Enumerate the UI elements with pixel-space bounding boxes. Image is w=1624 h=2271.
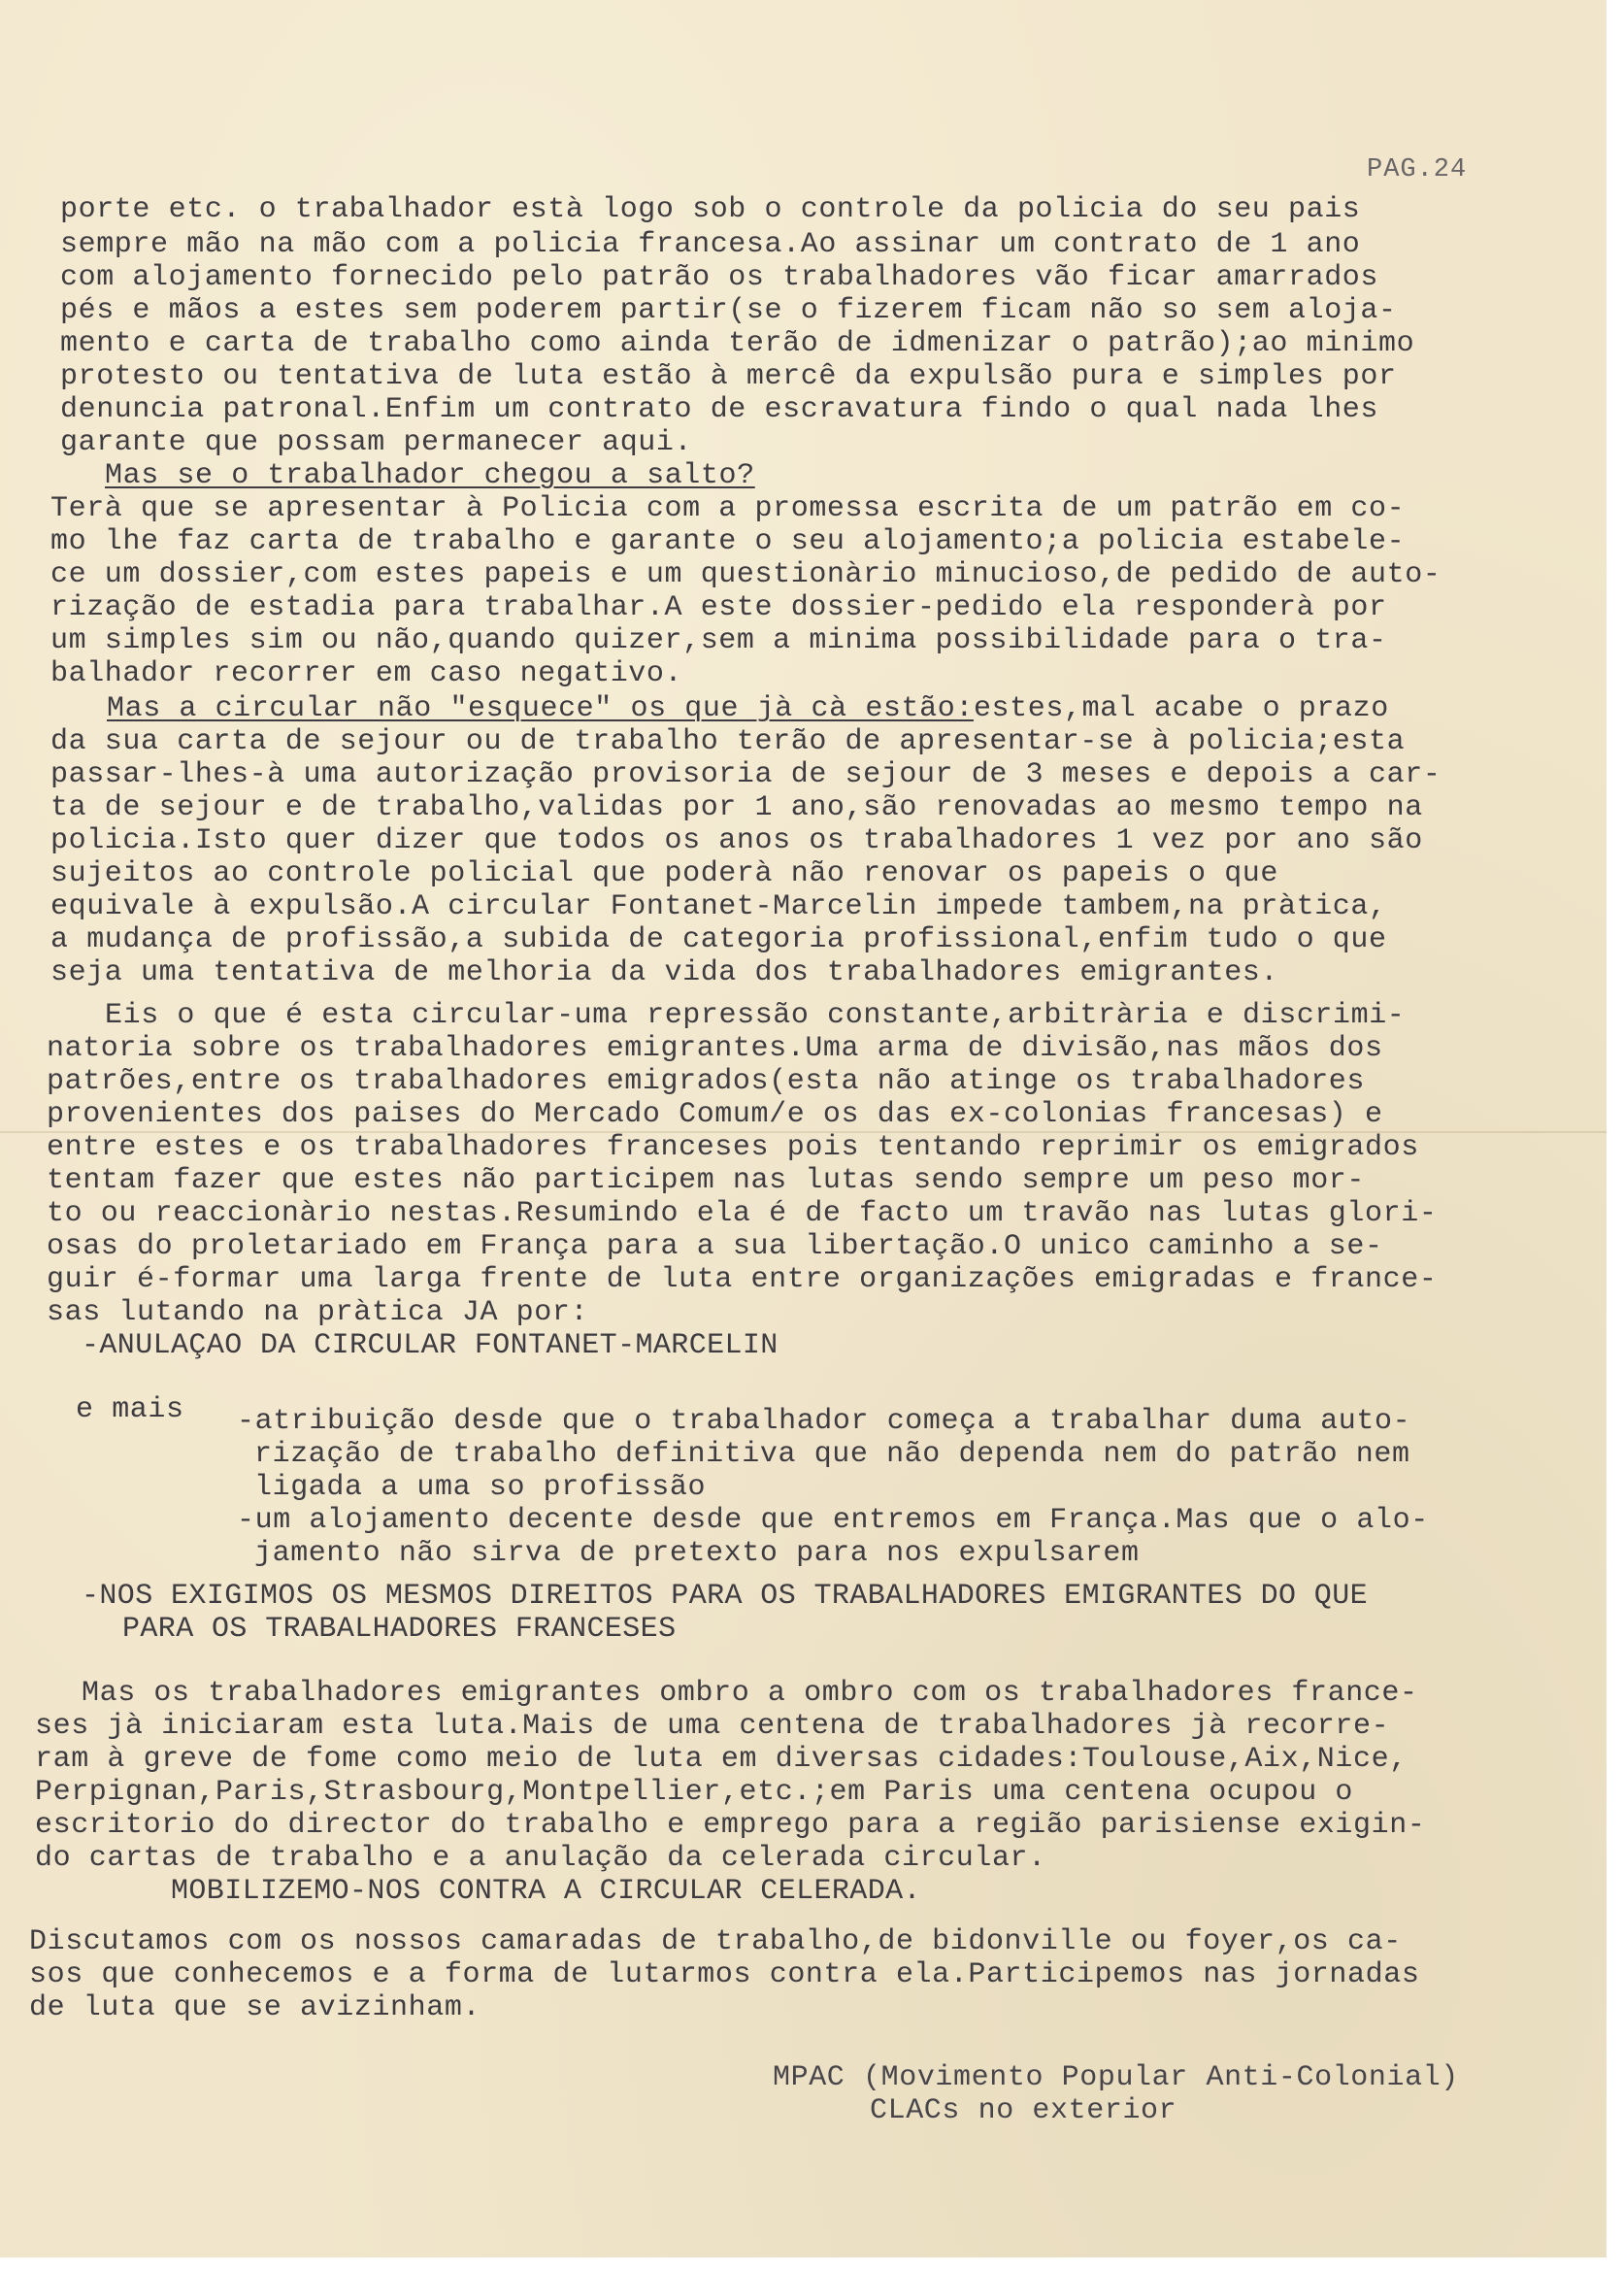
text-line: sempre mão na mão com a policia francesa.Ao assinar um contrato de 1 ano (60, 228, 1361, 261)
demand-heading: -ANULAÇAO DA CIRCULAR FONTANET-MARCELIN (82, 1329, 779, 1362)
list-item: -um alojamento decente desde que entremos em França.Mas que o alo- (237, 1504, 1429, 1537)
text-line: passar-lhes-à uma autorização provisoria de sejour de 3 meses e depois a car- (50, 758, 1442, 791)
page-number: PAG.24 (1367, 155, 1468, 184)
scan-border-bottom (0, 2257, 1624, 2271)
text-line: tentam fazer que estes não participem nas lutas sendo sempre um peso mor- (47, 1164, 1366, 1197)
text-line: ce um dossier,com estes papeis e um questionàrio minucioso,de pedido de auto- (50, 558, 1442, 591)
text-line: mo lhe faz carta de trabalho e garante o seu alojamento;a policia estabele- (50, 525, 1406, 558)
text-line: provenientes dos paises do Mercado Comum/e os das ex-colonias francesas) e (47, 1098, 1383, 1131)
text-line: pés e mãos a estes sem poderem partir(se o fizerem ficam não so sem aloja- (60, 294, 1397, 327)
list-lead: e mais (76, 1393, 184, 1426)
demand-statement: -NOS EXIGIMOS OS MESMOS DIREITOS PARA OS TRABALHADORES EMIGRANTES DO QUE (82, 1580, 1369, 1613)
text-line: equivale à expulsão.A circular Fontanet-Marcelin impede tambem,na pràtica, (50, 890, 1387, 923)
text-line: porte etc. o trabalhador està logo sob o controle da policia do seu pais (60, 193, 1361, 226)
text-line: Eis o que é esta circular-uma repressão constante,arbitrària e discrimi- (105, 999, 1406, 1032)
text-line: protesto ou tentativa de luta estão à mercê da expulsão pura e simples por (60, 360, 1397, 393)
scan-border-right (1607, 0, 1624, 2271)
text-line: um simples sim ou não,quando quizer,sem a minima possibilidade para o tra- (50, 624, 1387, 657)
slogan: MOBILIZEMO-NOS CONTRA A CIRCULAR CELERADA. (171, 1875, 921, 1908)
text-line: mento e carta de trabalho como ainda terão de idmenizar o patrão);ao minimo (60, 327, 1415, 360)
text-line: guir é-formar uma larga frente de luta entre organizações emigradas e france- (47, 1263, 1438, 1296)
text-line: Mas os trabalhadores emigrantes ombro a ombro com os trabalhadores france- (82, 1677, 1418, 1710)
text-line: Perpignan,Paris,Strasbourg,Montpellier,etc.;em Paris uma centena ocupou o (35, 1776, 1354, 1809)
text-line: sas lutando na pràtica JA por: (47, 1296, 589, 1329)
text-line: de luta que se avizinham. (29, 1991, 481, 2024)
text-line: da sua carta de sejour ou de trabalho terão de apresentar-se à policia;esta (50, 725, 1406, 758)
text-line: garante que possam permanecer aqui. (60, 426, 693, 459)
list-item-continued: ligada a uma so profissão (254, 1471, 707, 1504)
list-item: -atribuição desde que o trabalhador começa a trabalhar duma auto- (237, 1405, 1411, 1438)
text-line: patrões,entre os trabalhadores emigrados(esta não atinge os trabalhadores (47, 1065, 1366, 1098)
text-line: ses jà iniciaram esta luta.Mais de uma centena de trabalhadores jà recorre- (35, 1710, 1390, 1743)
text-line: rização de estadia para trabalhar.A este dossier-pedido ela responderà por (50, 591, 1387, 624)
section-heading-underlined: Mas se o trabalhador chegou a salto? (105, 459, 755, 492)
text-line: escritorio do director do trabalho e emprego para a região parisiense exigin- (35, 1809, 1426, 1842)
demand-statement-continued: PARA OS TRABALHADORES FRANCESES (122, 1613, 677, 1646)
text-line: sujeitos ao controle policial que poderà não renovar os papeis o que (50, 857, 1278, 890)
text-line: policia.Isto quer dizer que todos os anos os trabalhadores 1 vez por ano são (50, 824, 1423, 857)
text-line: natoria sobre os trabalhadores emigrantes.Uma arma de divisão,nas mãos dos (47, 1032, 1383, 1065)
list-item-continued: rização de trabalho definitiva que não dependa nem do patrão nem (254, 1438, 1410, 1471)
text-line: ta de sejour e de trabalho,validas por 1 ano,são renovadas ao mesmo tempo na (50, 791, 1423, 824)
section-heading-underlined: Mas a circular não "esquece" os que jà cà estão: (107, 692, 974, 725)
text-line: balhador recorrer em caso negativo. (50, 657, 683, 690)
text-line: ram à greve de fome como meio de luta em diversas cidades:Toulouse,Aix,Nice, (35, 1743, 1408, 1776)
text-line (107, 693, 1389, 724)
text-line: Discutamos com os nossos camaradas de trabalho,de bidonville ou foyer,os ca- (29, 1925, 1402, 1958)
text-line: osas do proletariado em França para a sua libertação.O unico caminho a se- (47, 1230, 1383, 1263)
text-line: do cartas de trabalho e a anulação da celerada circular. (35, 1842, 1046, 1875)
signature-organization: MPAC (Movimento Popular Anti-Colonial) (773, 2061, 1459, 2094)
text-line: sos que conhecemos e a forma de lutarmos contra ela.Participemos nas jornadas (29, 1958, 1420, 1991)
text-line: com alojamento fornecido pelo patrão os trabalhadores vão ficar amarrados (60, 261, 1379, 294)
text-line: denuncia patronal.Enfim um contrato de escravatura findo o qual nada lhes (60, 393, 1379, 426)
text-fragment: estes,mal acabe o prazo (973, 692, 1389, 725)
text-line: to ou reaccionàrio nestas.Resumindo ela é de facto um travão nas lutas glori- (47, 1197, 1438, 1230)
text-line: entre estes e os trabalhadores franceses pois tentando reprimir os emigrados (47, 1131, 1419, 1164)
signature-subtitle: CLACs no exterior (870, 2094, 1177, 2127)
text-line: a mudança de profissão,a subida de categoria profissional,enfim tudo o que (50, 923, 1387, 956)
text-line: seja uma tentativa de melhoria da vida dos trabalhadores emigrantes. (50, 956, 1278, 989)
text-line: Terà que se apresentar à Policia com a promessa escrita de um patrão em co- (50, 492, 1406, 525)
list-item-continued: jamento não sirva de pretexto para nos expulsarem (254, 1537, 1140, 1570)
